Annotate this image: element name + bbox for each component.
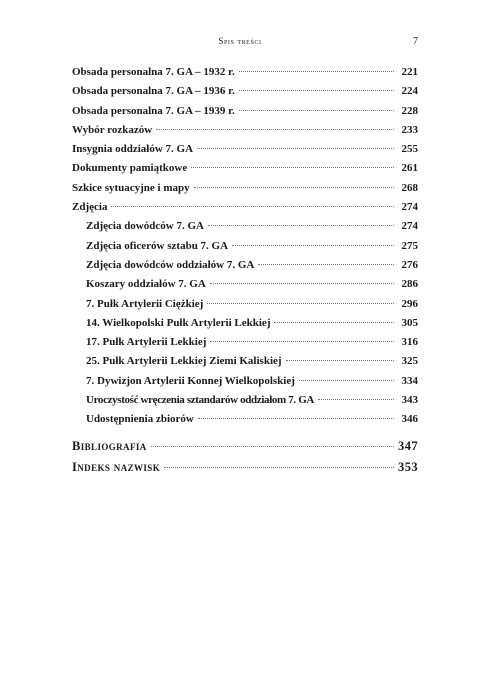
toc-entry <box>72 85 418 104</box>
dot-leader <box>198 418 394 419</box>
dot-leader <box>207 303 394 304</box>
dot-leader <box>194 187 394 188</box>
toc-entry-title: 25. Pułk Artylerii Lekkiej Ziemi Kaliskiej <box>86 355 282 368</box>
dot-leader <box>239 90 394 91</box>
toc-entry <box>72 201 418 220</box>
toc-subentry <box>72 240 418 259</box>
toc-entry-page: 286 <box>401 278 418 291</box>
toc-subentry <box>72 375 418 394</box>
toc-entry-page: 343 <box>401 394 418 407</box>
toc-entry <box>72 105 418 124</box>
toc-entry-page: 268 <box>401 181 418 194</box>
dot-leader <box>151 446 394 447</box>
dot-leader <box>111 206 394 207</box>
toc-entry <box>72 143 418 162</box>
dot-leader <box>274 322 394 323</box>
dot-leader <box>239 110 394 111</box>
toc-entry-page: 221 <box>401 66 418 78</box>
toc-section-index <box>72 460 418 481</box>
toc-entry <box>72 124 418 143</box>
toc-subentry <box>72 355 418 374</box>
toc-entry-title: Koszary oddziałów 7. GA <box>86 278 206 291</box>
toc-entry <box>72 66 418 85</box>
dot-leader <box>208 225 394 226</box>
toc-entry-title: Insygnia oddziałów 7. GA <box>72 143 194 156</box>
dot-leader <box>210 283 394 284</box>
dot-leader <box>258 264 394 265</box>
running-title: Spis treści <box>218 36 262 46</box>
toc-entry-title: Zdjęcia <box>72 201 108 214</box>
toc-entry-title: Wybór rozkazów <box>72 123 153 136</box>
toc-entry-title: Uroczystość wręczenia sztandarów oddziałom 7. GA <box>86 394 315 407</box>
toc-entry-page: 233 <box>401 123 418 136</box>
toc-entry-page: 261 <box>401 162 418 175</box>
toc-entry-page: 275 <box>401 239 418 252</box>
table-of-contents <box>72 66 418 481</box>
toc-entry-page: 334 <box>401 374 418 387</box>
toc-entry-title: Indeks nazwisk <box>72 459 161 474</box>
toc-entry-page: 296 <box>401 297 418 310</box>
dot-leader <box>164 467 394 468</box>
toc-subentry <box>72 317 418 336</box>
toc-subentry <box>72 336 418 355</box>
toc-entry-page: 346 <box>401 413 418 426</box>
dot-leader <box>232 245 394 246</box>
toc-entry <box>72 162 418 181</box>
toc-entry-title: 7. Pułk Artylerii Ciężkiej <box>86 297 204 310</box>
toc-entry-page: 325 <box>401 355 418 368</box>
toc-entry <box>72 182 418 201</box>
toc-entry-page: 316 <box>401 336 418 349</box>
toc-entry-page: 228 <box>401 104 418 117</box>
dot-leader <box>239 71 394 72</box>
toc-entry-title: 14. Wielkopolski Pułk Artylerii Lekkiej <box>86 316 271 329</box>
dot-leader <box>318 399 394 400</box>
page-number: 7 <box>413 36 418 47</box>
toc-entry-page: 305 <box>401 316 418 329</box>
dot-leader <box>156 129 394 130</box>
toc-entry-title: 7. Dywizjon Artylerii Konnej Wielkopolskiej <box>86 374 295 387</box>
toc-entry-page: 347 <box>398 438 418 453</box>
toc-entry-title: Zdjęcia oficerów sztabu 7. GA <box>86 239 229 252</box>
toc-entry-title: Zdjęcia dowódców oddziałów 7. GA <box>86 258 255 271</box>
toc-entry-page: 353 <box>398 459 418 474</box>
toc-entry-page: 224 <box>401 85 418 98</box>
toc-entry-page: 274 <box>401 201 418 214</box>
toc-subentry <box>72 413 418 432</box>
toc-entry-title: 17. Pułk Artylerii Lekkiej <box>86 336 207 349</box>
dot-leader <box>286 360 394 361</box>
toc-entry-title: Obsada personalna 7. GA – 1939 r. <box>72 104 235 117</box>
dot-leader <box>210 341 394 342</box>
toc-subentry <box>72 298 418 317</box>
toc-subentry <box>72 394 418 413</box>
toc-section-bibliography <box>72 439 418 460</box>
toc-subentry <box>72 259 418 278</box>
toc-entry-title: Zdjęcia dowódców 7. GA <box>86 220 204 233</box>
toc-subentry <box>72 278 418 297</box>
toc-entry-title: Obsada personalna 7. GA – 1932 r. <box>72 66 235 78</box>
dot-leader <box>197 148 394 149</box>
toc-entry-page: 276 <box>401 258 418 271</box>
toc-entry-title: Udostępnienia zbiorów <box>86 413 194 426</box>
toc-entry-page: 274 <box>401 220 418 233</box>
dot-leader <box>299 380 394 381</box>
toc-entry-title: Obsada personalna 7. GA – 1936 r. <box>72 85 235 98</box>
toc-entry-title: Dokumenty pamiątkowe <box>72 162 188 175</box>
toc-entry-page: 255 <box>401 143 418 156</box>
dot-leader <box>191 167 394 168</box>
toc-entry-title: Bibliografia <box>72 438 147 453</box>
running-header <box>0 36 480 50</box>
toc-subentry <box>72 220 418 239</box>
toc-entry-title: Szkice sytuacyjne i mapy <box>72 181 190 194</box>
